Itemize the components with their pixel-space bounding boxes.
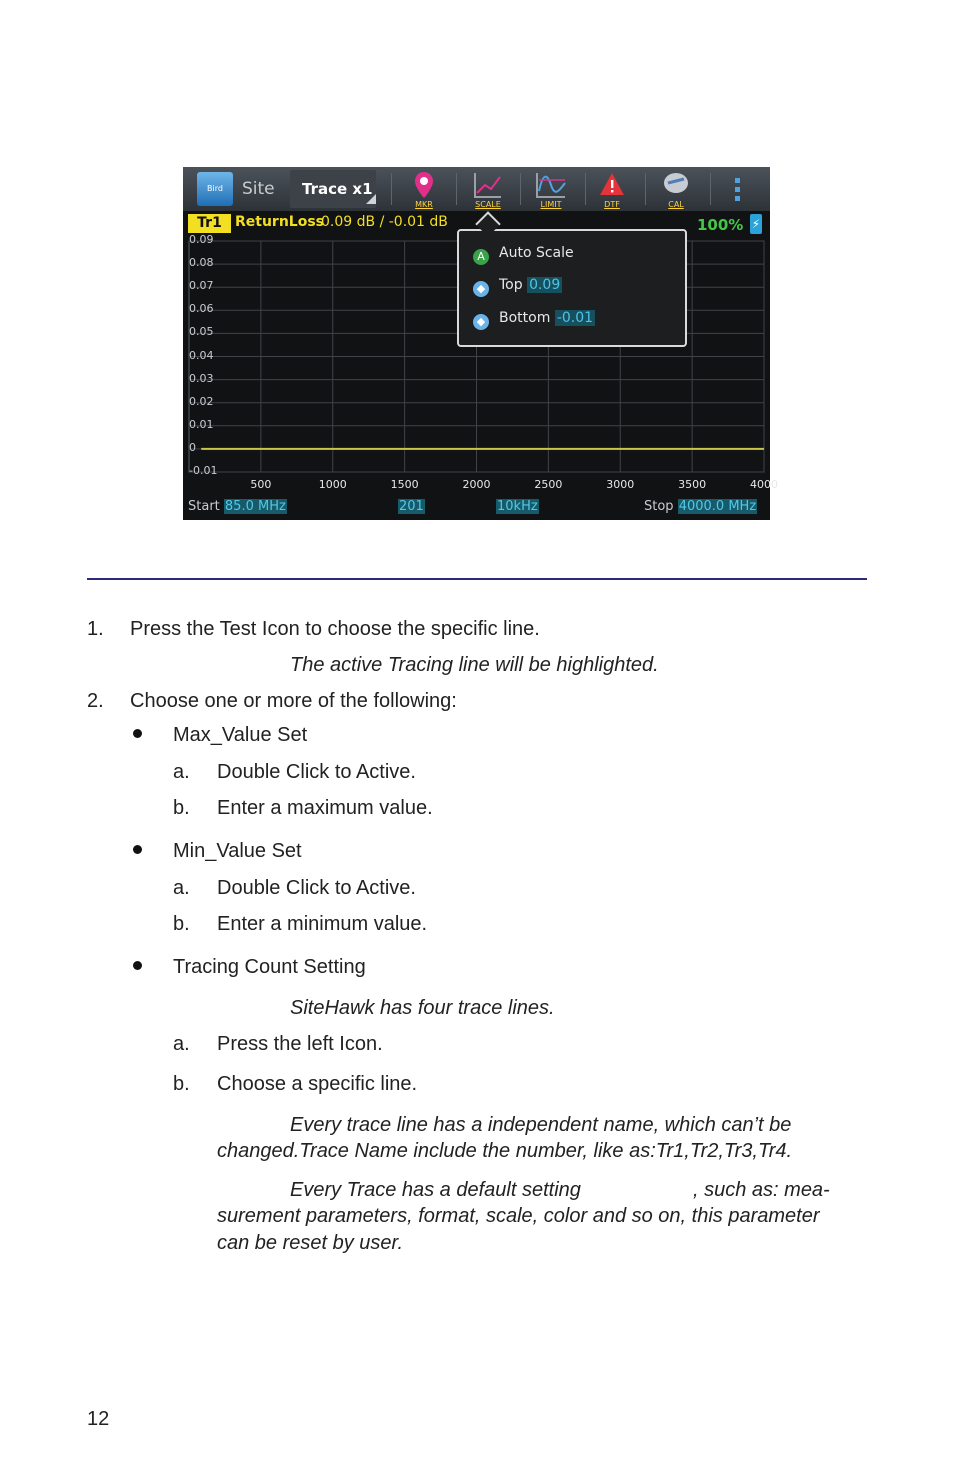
calibration-icon bbox=[662, 171, 690, 199]
sub-step-text: Enter a minimum value. bbox=[217, 913, 428, 935]
trace-tab-label: Trace x1 bbox=[302, 180, 373, 198]
start-label: Start 85.0 MHz bbox=[188, 499, 286, 514]
y-tick-label: 0.03 bbox=[189, 371, 214, 385]
measurement-value: 0.09 dB / -0.01 dB bbox=[321, 214, 448, 230]
note-line: , such as: mea- bbox=[693, 1179, 830, 1201]
device-screenshot bbox=[183, 167, 778, 520]
diamond-icon: ◆ bbox=[473, 281, 489, 297]
trace-badge[interactable]: Tr1 bbox=[188, 214, 231, 233]
points-value[interactable]: 201 bbox=[399, 499, 424, 514]
y-tick-label: 0.02 bbox=[189, 394, 214, 408]
map-pin-icon bbox=[413, 171, 435, 199]
more-menu-icon[interactable] bbox=[735, 178, 740, 202]
bullet-icon bbox=[133, 729, 142, 738]
x-tick-label: 3000 bbox=[606, 478, 635, 491]
sub-step-letter: a. bbox=[173, 877, 190, 899]
step-text: Choose one or more of the following: bbox=[130, 690, 457, 712]
toolbar bbox=[183, 167, 770, 211]
y-tick-label: 0.07 bbox=[189, 279, 214, 293]
auto-scale-icon: A bbox=[473, 249, 489, 265]
battery-icon: ⚡ bbox=[750, 214, 762, 234]
marker-button[interactable]: MKR bbox=[401, 169, 447, 209]
option-title: Max_Value Set bbox=[173, 724, 308, 746]
scale-chart-icon bbox=[473, 171, 503, 199]
sub-step-letter: b. bbox=[173, 797, 190, 819]
sub-step-letter: a. bbox=[173, 761, 190, 783]
y-tick-label: 0.08 bbox=[189, 256, 214, 270]
sub-step-text: Double Click to Active. bbox=[217, 877, 416, 899]
top-value[interactable]: 0.09 bbox=[529, 277, 561, 293]
x-tick-label: 2500 bbox=[534, 478, 563, 491]
x-tick-label: 2000 bbox=[462, 478, 491, 491]
sub-step-text: Enter a maximum value. bbox=[217, 797, 433, 819]
note-line: can be reset by user. bbox=[217, 1232, 404, 1254]
note-line: Every trace line has a independent name, which can’t be bbox=[290, 1114, 792, 1136]
diamond-icon: ◆ bbox=[473, 314, 489, 330]
note-line: Every Trace has a default setting bbox=[290, 1179, 581, 1201]
battery-percent: 100% bbox=[697, 216, 744, 234]
stop-value[interactable]: 4000.0 MHz bbox=[678, 499, 757, 514]
stop-label: Stop 4000.0 MHz bbox=[644, 499, 757, 514]
limit-button[interactable]: LIMIT bbox=[528, 169, 574, 209]
scale-popup bbox=[457, 229, 687, 347]
y-tick-label: 0.01 bbox=[189, 417, 214, 431]
warning-triangle-icon bbox=[599, 171, 625, 197]
note-line: changed.Trace Name include the number, like as:Tr1,Tr2,Tr3,Tr4. bbox=[217, 1140, 793, 1162]
section-rule bbox=[87, 578, 867, 580]
bottom-option[interactable]: ◆ Bottom -0.01 bbox=[473, 310, 595, 330]
scale-button[interactable]: SCALE bbox=[465, 169, 511, 209]
start-value[interactable]: 85.0 MHz bbox=[224, 499, 286, 514]
app-name: Site bbox=[242, 179, 275, 199]
sub-step-letter: a. bbox=[173, 1033, 190, 1055]
option-title: Min_Value Set bbox=[173, 840, 302, 862]
measurement-label: ReturnLoss bbox=[235, 214, 325, 230]
dtf-button[interactable]: DTF bbox=[589, 169, 635, 209]
calibration-button[interactable]: CAL bbox=[653, 169, 699, 209]
dropdown-corner-icon bbox=[366, 194, 376, 204]
sub-step-text: Press the left Icon. bbox=[217, 1033, 383, 1055]
y-tick-label: 0.04 bbox=[189, 348, 214, 362]
step-number: 2. bbox=[87, 690, 104, 712]
step-number: 1. bbox=[87, 618, 104, 640]
sub-step-letter: b. bbox=[173, 913, 190, 935]
top-option[interactable]: ◆ Top 0.09 bbox=[473, 277, 562, 297]
x-tick-label: 3500 bbox=[678, 478, 707, 491]
limit-wave-icon bbox=[535, 171, 567, 199]
x-tick-label: 4000 bbox=[750, 478, 778, 491]
page-number: 12 bbox=[87, 1408, 110, 1430]
note-line: surement parameters, format, scale, color and so on, this parameter bbox=[217, 1205, 820, 1227]
x-tick-label: 1000 bbox=[318, 478, 347, 491]
step-note: The active Tracing line will be highlighted. bbox=[290, 654, 659, 676]
ifbw-value[interactable]: 10kHz bbox=[497, 499, 538, 514]
sub-step-letter: b. bbox=[173, 1073, 190, 1095]
x-tick-label: 500 bbox=[250, 478, 272, 491]
bottom-value[interactable]: -0.01 bbox=[556, 310, 594, 326]
option-note: SiteHawk has four trace lines. bbox=[290, 997, 555, 1019]
sub-step-text: Double Click to Active. bbox=[217, 761, 416, 783]
x-tick-label: 1500 bbox=[390, 478, 419, 491]
option-title: Tracing Count Setting bbox=[173, 956, 366, 978]
bullet-icon bbox=[133, 845, 142, 854]
auto-scale-option[interactable]: A Auto Scale bbox=[473, 245, 574, 265]
bird-logo[interactable]: Bird bbox=[197, 172, 233, 206]
sub-step-text: Choose a specific line. bbox=[217, 1073, 418, 1095]
y-tick-label: 0 bbox=[189, 440, 196, 454]
y-tick-label: 0.05 bbox=[189, 325, 214, 339]
y-tick-label: 0.06 bbox=[189, 302, 214, 316]
bullet-icon bbox=[133, 961, 142, 970]
y-tick-label: -0.01 bbox=[189, 464, 218, 477]
step-text: Press the Test Icon to choose the specific line. bbox=[130, 618, 540, 640]
y-tick-label: 0.09 bbox=[189, 233, 214, 246]
